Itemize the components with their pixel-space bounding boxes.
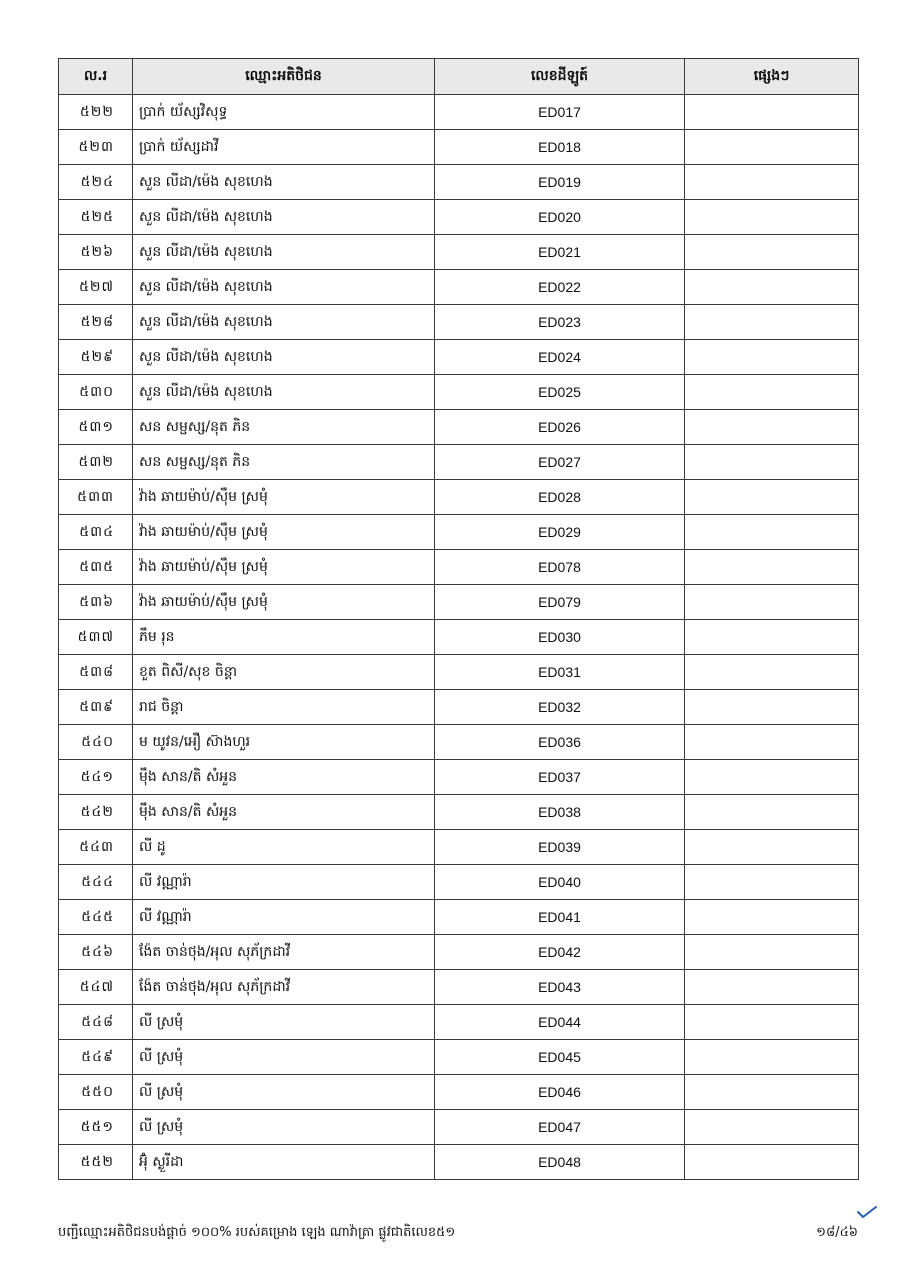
customer-name: សួន លីដា/ម៉េង សុខហេង (133, 235, 435, 270)
customer-name: សួន លីដា/ម៉េង សុខហេង (133, 200, 435, 235)
note-cell (685, 130, 859, 165)
table-row (59, 235, 859, 270)
lot-code: ED048 (435, 1145, 685, 1180)
customer-name: លី ស្រមុំ (133, 1005, 435, 1040)
customer-name: វ៉ាង ឆាយម៉ាប់/ស៊ឹម ស្រមុំ (133, 585, 435, 620)
note-cell (685, 515, 859, 550)
note-cell (685, 760, 859, 795)
lot-code: ED017 (435, 95, 685, 130)
note-cell (685, 585, 859, 620)
note-cell (685, 480, 859, 515)
customer-name: សួន លីដា/ម៉េង សុខហេង (133, 340, 435, 375)
table-row (59, 375, 859, 410)
customer-name: វ៉ាង ឆាយម៉ាប់/ស៊ឹម ស្រមុំ (133, 480, 435, 515)
header-name: ឈ្មោះអតិថិជន (133, 59, 435, 95)
customer-name: លី វណ្ណារ៉ា (133, 865, 435, 900)
header-no: ល.រ (59, 59, 133, 95)
lot-code: ED019 (435, 165, 685, 200)
table-row (59, 270, 859, 305)
customer-name: វ៉ាង ឆាយម៉ាប់/ស៊ឹម ស្រមុំ (133, 515, 435, 550)
row-number: ៥២២ (59, 95, 133, 130)
table-row (59, 200, 859, 235)
customer-name: ម យូវន/អឿ ស៊ាងហួរ (133, 725, 435, 760)
customer-name: វ៉ាង ឆាយម៉ាប់/ស៊ឹម ស្រមុំ (133, 550, 435, 585)
table-row (59, 515, 859, 550)
customer-name: លី ស្រមុំ (133, 1110, 435, 1145)
row-number: ៥២៨ (59, 305, 133, 340)
customer-name: សន សម្ផស្ស/នុត ភិន (133, 410, 435, 445)
customer-name: លី ដូ (133, 830, 435, 865)
row-number: ៥៤១ (59, 760, 133, 795)
row-number: ៥៣៨ (59, 655, 133, 690)
lot-code: ED031 (435, 655, 685, 690)
customer-name: ម៉ឹង សាន/តិ សំអួន (133, 760, 435, 795)
lot-code: ED045 (435, 1040, 685, 1075)
page-number: ១៨/៤៦ (816, 1225, 858, 1240)
lot-code: ED022 (435, 270, 685, 305)
lot-code: ED039 (435, 830, 685, 865)
table-row (59, 1040, 859, 1075)
table-row (59, 795, 859, 830)
row-number: ៥៣០ (59, 375, 133, 410)
table-row (59, 1005, 859, 1040)
lot-code: ED021 (435, 235, 685, 270)
note-cell (685, 165, 859, 200)
row-number: ៥៤៣ (59, 830, 133, 865)
lot-code: ED037 (435, 760, 685, 795)
customer-name: ង៉ែត ចាន់ថុង/អុល សុភ័ក្រដាវី (133, 935, 435, 970)
row-number: ៥៣៥ (59, 550, 133, 585)
customer-name: សួន លីដា/ម៉េង សុខហេង (133, 375, 435, 410)
customer-name: ង៉ែត ចាន់ថុង/អុល សុភ័ក្រដាវី (133, 970, 435, 1005)
customer-name: លី ស្រមុំ (133, 1075, 435, 1110)
row-number: ៥២៥ (59, 200, 133, 235)
table-row (59, 305, 859, 340)
lot-code: ED024 (435, 340, 685, 375)
lot-code: ED027 (435, 445, 685, 480)
note-cell (685, 690, 859, 725)
table-row (59, 585, 859, 620)
footer-caption: បញ្ជីឈ្មោះអតិថិជនបង់ផ្តាច់ ១០០% របស់គម្រោង ឡេង ណាវ៉ាត្រា ផ្លូវជាតិលេខ៥១ (58, 1225, 456, 1240)
customer-name: ប្រាក់ យ័ស្សដាវី (133, 130, 435, 165)
customer-name: រាជ ចិន្តា (133, 690, 435, 725)
lot-code: ED032 (435, 690, 685, 725)
row-number: ៥៣៦ (59, 585, 133, 620)
note-cell (685, 1145, 859, 1180)
customer-name: សួន លីដា/ម៉េង សុខហេង (133, 270, 435, 305)
table-row (59, 1075, 859, 1110)
lot-code: ED079 (435, 585, 685, 620)
table-body (59, 95, 859, 1180)
lot-code: ED040 (435, 865, 685, 900)
table-row (59, 935, 859, 970)
row-number: ៥៣១ (59, 410, 133, 445)
row-number: ៥២៣ (59, 130, 133, 165)
lot-code: ED041 (435, 900, 685, 935)
table-row (59, 550, 859, 585)
table-row (59, 830, 859, 865)
row-number: ៥៣៣ (59, 480, 133, 515)
row-number: ៥៤៩ (59, 1040, 133, 1075)
customer-name: អ៊ុំ ស្ងួរីដា (133, 1145, 435, 1180)
table-row (59, 165, 859, 200)
row-number: ៥៣២ (59, 445, 133, 480)
note-cell (685, 725, 859, 760)
row-number: ៥៤៤ (59, 865, 133, 900)
lot-code: ED046 (435, 1075, 685, 1110)
customer-table-container (58, 58, 858, 1180)
customer-name: លី វណ្ណារ៉ា (133, 900, 435, 935)
note-cell (685, 550, 859, 585)
customer-table (58, 58, 859, 1180)
note-cell (685, 375, 859, 410)
row-number: ៥២៦ (59, 235, 133, 270)
note-cell (685, 795, 859, 830)
note-cell (685, 935, 859, 970)
table-row (59, 690, 859, 725)
note-cell (685, 865, 859, 900)
lot-code: ED044 (435, 1005, 685, 1040)
note-cell (685, 1110, 859, 1145)
customer-name: ខួត ពិសី/សុខ ចិន្តា (133, 655, 435, 690)
lot-code: ED078 (435, 550, 685, 585)
note-cell (685, 305, 859, 340)
table-row (59, 340, 859, 375)
customer-name: ភឹម រុន (133, 620, 435, 655)
table-row (59, 445, 859, 480)
table-row (59, 130, 859, 165)
table-row (59, 970, 859, 1005)
lot-code: ED023 (435, 305, 685, 340)
note-cell (685, 410, 859, 445)
lot-code: ED018 (435, 130, 685, 165)
row-number: ៥២៩ (59, 340, 133, 375)
note-cell (685, 1075, 859, 1110)
note-cell (685, 655, 859, 690)
row-number: ៥៣៩ (59, 690, 133, 725)
row-number: ៥៥២ (59, 1145, 133, 1180)
row-number: ៥៤០ (59, 725, 133, 760)
table-row (59, 95, 859, 130)
customer-name: ប្រាក់ យ័ស្សវិសុទ្ធ (133, 95, 435, 130)
check-mark-icon (856, 1204, 878, 1220)
lot-code: ED047 (435, 1110, 685, 1145)
row-number: ៥២៧ (59, 270, 133, 305)
note-cell (685, 620, 859, 655)
lot-code: ED020 (435, 200, 685, 235)
note-cell (685, 830, 859, 865)
customer-name: សួន លីដា/ម៉េង សុខហេង (133, 305, 435, 340)
table-row (59, 480, 859, 515)
table-row (59, 865, 859, 900)
note-cell (685, 900, 859, 935)
lot-code: ED026 (435, 410, 685, 445)
customer-name: ម៉ឹង សាន/តិ សំអួន (133, 795, 435, 830)
row-number: ៥៤៧ (59, 970, 133, 1005)
table-row (59, 760, 859, 795)
row-number: ៥៥១ (59, 1110, 133, 1145)
note-cell (685, 445, 859, 480)
table-row (59, 620, 859, 655)
page-footer (58, 1224, 858, 1248)
note-cell (685, 270, 859, 305)
customer-name: លី ស្រមុំ (133, 1040, 435, 1075)
table-row (59, 725, 859, 760)
note-cell (685, 1040, 859, 1075)
lot-code: ED028 (435, 480, 685, 515)
lot-code: ED036 (435, 725, 685, 760)
note-cell (685, 340, 859, 375)
lot-code: ED030 (435, 620, 685, 655)
note-cell (685, 1005, 859, 1040)
note-cell (685, 970, 859, 1005)
lot-code: ED043 (435, 970, 685, 1005)
row-number: ៥៤២ (59, 795, 133, 830)
row-number: ៥៣៧ (59, 620, 133, 655)
table-header-row (59, 59, 859, 95)
row-number: ៥៤៥ (59, 900, 133, 935)
table-row (59, 655, 859, 690)
header-note: ផ្សេងៗ (685, 59, 859, 95)
row-number: ៥៤៦ (59, 935, 133, 970)
row-number: ៥៤៨ (59, 1005, 133, 1040)
note-cell (685, 200, 859, 235)
note-cell (685, 235, 859, 270)
row-number: ៥៣៤ (59, 515, 133, 550)
lot-code: ED029 (435, 515, 685, 550)
table-row (59, 1145, 859, 1180)
row-number: ៥៥០ (59, 1075, 133, 1110)
header-code: លេខដីឡូត៍ (435, 59, 685, 95)
customer-name: សន សម្ផស្ស/នុត ភិន (133, 445, 435, 480)
table-row (59, 410, 859, 445)
lot-code: ED042 (435, 935, 685, 970)
note-cell (685, 95, 859, 130)
lot-code: ED025 (435, 375, 685, 410)
table-row (59, 900, 859, 935)
lot-code: ED038 (435, 795, 685, 830)
table-row (59, 1110, 859, 1145)
row-number: ៥២៤ (59, 165, 133, 200)
customer-name: សួន លីដា/ម៉េង សុខហេង (133, 165, 435, 200)
